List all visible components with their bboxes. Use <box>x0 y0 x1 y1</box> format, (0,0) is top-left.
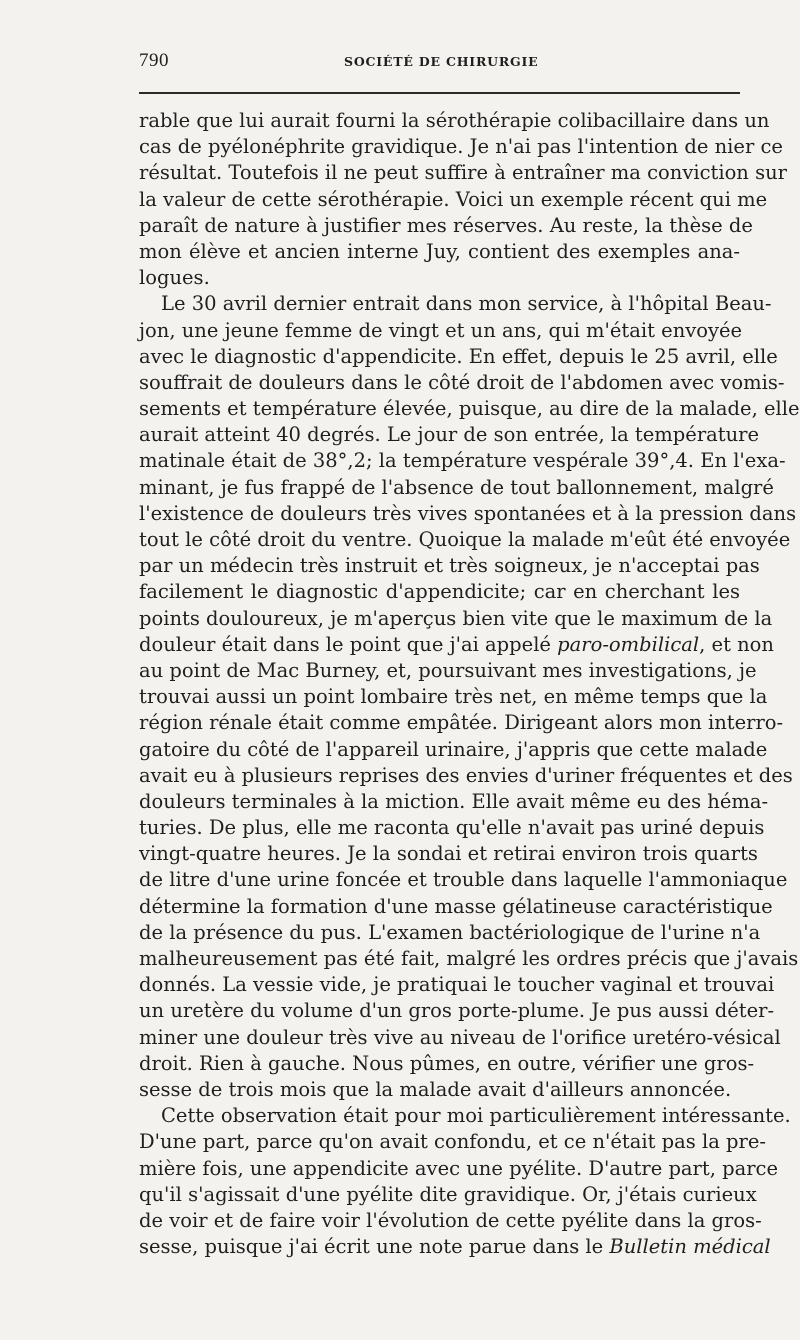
italic-term: Bulletin médical <box>609 1235 771 1259</box>
text-line: D'une part, parce qu'on avait confondu, et ce n'était pas la pre- <box>139 1130 766 1154</box>
text-line: trouvai aussi un point lombaire très net, en même temps que la <box>139 685 768 709</box>
text-line: résultat. Toutefois il ne peut suffire à entraîner ma conviction sur <box>139 161 787 185</box>
text-line: avec le diagnostic d'appendicite. En effet, depuis le 25 avril, elle <box>139 344 778 368</box>
text-line: mière fois, une appendicite avec une pyélite. D'autre part, parce <box>139 1156 778 1180</box>
text-line: rable que lui aurait fourni la sérothérapie colibacillaire dans un <box>139 109 770 132</box>
running-title: SOCIÉTÉ DE CHIRURGIE <box>344 54 539 69</box>
text-line: douleur était dans le point que j'ai appelé paro-ombilical, et non <box>139 632 774 656</box>
text-line: l'existence de douleurs très vives spontanées et à la pression dans <box>139 501 797 525</box>
text-line: points douloureux, je m'aperçus bien vite que le maximum de la <box>139 606 773 630</box>
text-line: sesse, puisque j'ai écrit une note parue dans le Bulletin médical <box>139 1235 771 1259</box>
text-line: de voir et de faire voir l'évolution de cette pyélite dans la gros- <box>139 1208 762 1232</box>
text-line: un uretère du volume d'un gros porte-plume. Je pus aussi déter- <box>139 999 775 1023</box>
text-line: au point de Mac Burney, et, poursuivant mes investigations, je <box>139 658 757 682</box>
text-line: matinale était de 38°,2; la température vespérale 39°,4. En l'exa- <box>139 449 786 473</box>
text-line: paraît de nature à justifier mes réserves. Au reste, la thèse de <box>139 213 753 237</box>
text-line: turies. De plus, elle me raconta qu'elle n'avait pas uriné depuis <box>139 816 765 840</box>
header-rule <box>139 92 740 94</box>
text-line: Le 30 avril dernier entrait dans mon service, à l'hôpital Beau- <box>161 292 772 316</box>
text-line: donnés. La vessie vide, je pratiquai le toucher vaginal et trouvai <box>139 973 775 997</box>
text-line: sements et température élevée, puisque, au dire de la malade, elle <box>139 397 800 421</box>
text-line: logues. <box>139 266 210 290</box>
text-line: avait eu à plusieurs reprises des envies d'uriner fréquentes et des <box>139 763 793 787</box>
text-line: jon, une jeune femme de vingt et un ans, qui m'était envoyée <box>139 318 743 342</box>
text-line: tout le côté droit du ventre. Quoique la malade m'eût été envoyée <box>139 528 791 551</box>
text-line: cas de pyélonéphrite gravidique. Je n'ai pas l'intention de nier ce <box>139 135 783 159</box>
text-line: Cette observation était pour moi particulièrement intéressante. <box>161 1104 791 1128</box>
page-number: 790 <box>139 50 169 71</box>
text-line: miner une douleur très vive au niveau de l'orifice uretéro-vésical <box>139 1025 781 1049</box>
body-text <box>139 108 800 1260</box>
text-line: de litre d'une urine foncée et trouble dans laquelle l'ammoniaque <box>139 868 788 892</box>
italic-term: paro-ombilical <box>557 632 700 656</box>
text-line: détermine la formation d'une masse gélatineuse caractéristique <box>139 894 773 918</box>
text-line: région rénale était comme empâtée. Dirigeant alors mon interro- <box>139 711 784 735</box>
text-line: aurait atteint 40 degrés. Le jour de son entrée, la température <box>139 423 760 447</box>
text-line: gatoire du côté de l'appareil urinaire, j'appris que cette malade <box>139 737 768 761</box>
text-line: minant, je fus frappé de l'absence de tout ballonnement, malgré <box>139 475 774 499</box>
text-line: douleurs terminales à la miction. Elle avait même eu des héma- <box>139 789 769 813</box>
text-line: souffrait de douleurs dans le côté droit de l'abdomen avec vomis- <box>139 370 785 394</box>
text-line: la valeur de cette sérothérapie. Voici un exemple récent qui me <box>139 187 768 211</box>
page-header <box>139 50 740 74</box>
text-line: de la présence du pus. L'examen bactériologique de l'urine n'a <box>139 920 761 944</box>
text-line: par un médecin très instruit et très soigneux, je n'acceptai pas <box>139 554 760 578</box>
text-line: malheureusement pas été fait, malgré les ordres précis que j'avais <box>139 947 799 970</box>
text-line: sesse de trois mois que la malade avait d'ailleurs annoncée. <box>139 1077 732 1101</box>
text-line: facilement le diagnostic d'appendicite; car en cherchant les <box>139 580 740 604</box>
text-line: droit. Rien à gauche. Nous pûmes, en outre, vérifier une gros- <box>139 1051 755 1075</box>
text-line: vingt-quatre heures. Je la sondai et retirai environ trois quarts <box>139 842 758 866</box>
text-line: mon élève et ancien interne Juy, contient des exemples ana- <box>139 239 740 263</box>
text-line: qu'il s'agissait d'une pyélite dite gravidique. Or, j'étais curieux <box>139 1182 757 1206</box>
